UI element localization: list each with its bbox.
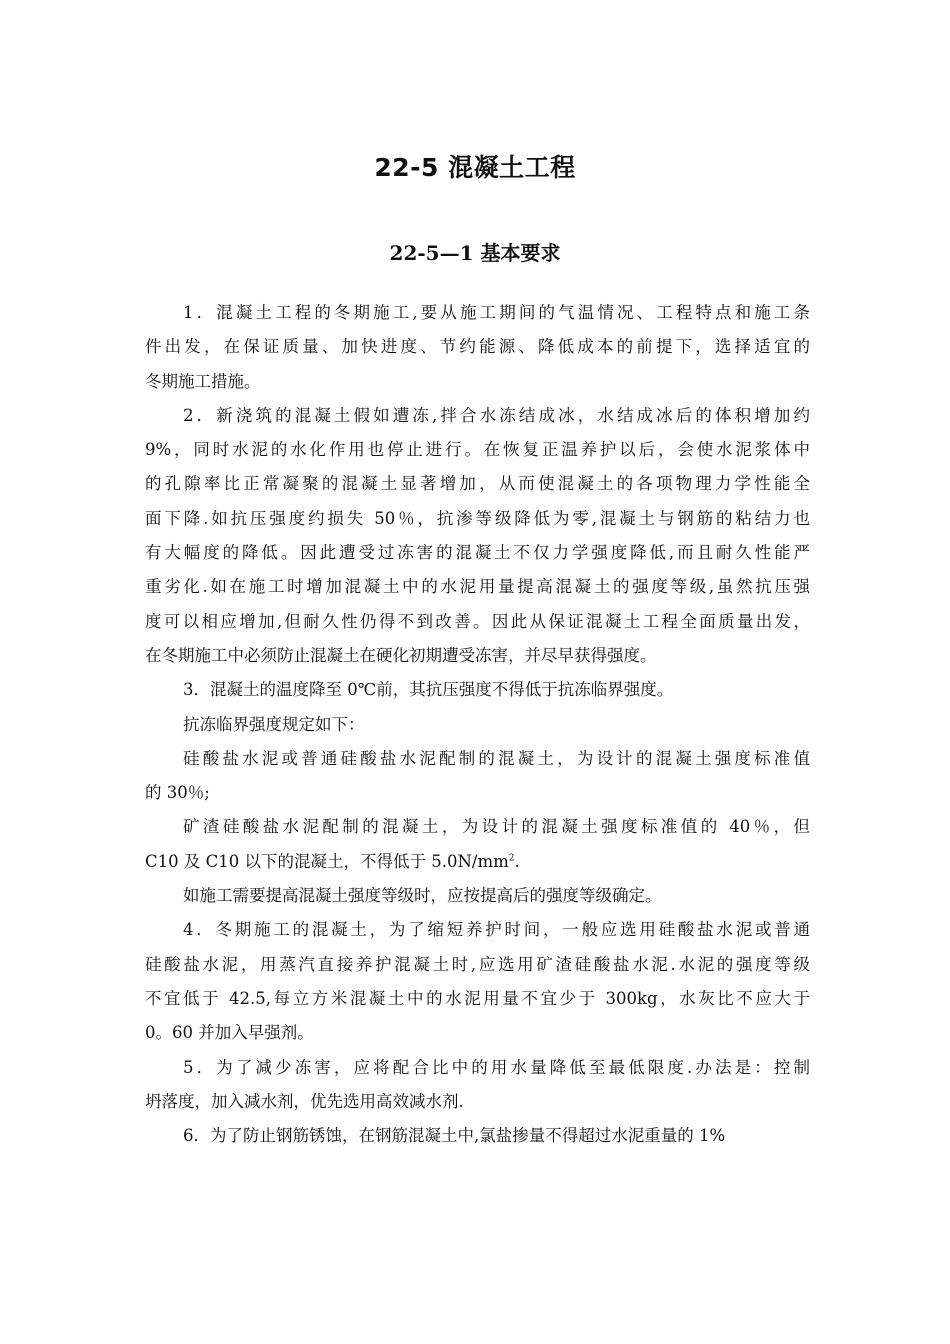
body-text <box>145 296 810 1153</box>
paragraph-5 <box>145 742 810 811</box>
text-line: 4．冬期施工的混凝土，为了缩短养护时间，一般应选用硅酸盐水泥或普通 <box>183 920 810 940</box>
text-line: 度可以相应增加,但耐久性仍得不到改善。因此从保证混凝土工程全面质量出发， <box>145 611 810 631</box>
paragraph-8 <box>145 913 810 1050</box>
text-fragment: C10 及 C10 以下的混凝土，不得低于 5.0N/mm <box>145 851 509 871</box>
document-title: 22-5 混凝土工程 <box>374 153 576 182</box>
text-line: 2．新浇筑的混凝土假如遭冻,拌合水冻结成冰，水结成冰后的体积增加约 <box>183 405 810 425</box>
paragraph-2 <box>145 399 810 673</box>
paragraph-1 <box>145 296 810 399</box>
text-line: 面下降.如抗压强度约损失 50％，抗渗等级降低为零,混凝土与钢筋的粘结力也 <box>145 508 810 528</box>
text-line: 的孔隙率比正常凝聚的混凝土显著增加，从而使混凝土的各项物理力学性能全 <box>145 474 810 494</box>
text-line: 矿渣硅酸盐水泥配制的混凝土，为设计的混凝土强度标准值的 40％，但 <box>183 817 810 837</box>
text-line: 6．为了防止钢筋锈蚀，在钢筋混凝土中,氯盐掺量不得超过水泥重量的 1% <box>183 1126 726 1146</box>
text-line: 重劣化.如在施工时增加混凝土中的水泥用量提高混凝土的强度等级,虽然抗压强 <box>145 577 810 597</box>
text-line: 1．混凝土工程的冬期施工,要从施工期间的气温情况、工程特点和施工条 <box>183 303 810 322</box>
paragraph-7 <box>145 879 810 913</box>
text-line: 坍落度，加入减水剂，优先选用高效减水剂. <box>145 1091 464 1111</box>
paragraph-9 <box>145 1051 810 1120</box>
text-line: 抗冻临界强度规定如下： <box>183 714 365 734</box>
text-line: 9%，同时水泥的水化作用也停止进行。在恢复正温养护以后，会使水泥浆体中 <box>145 440 810 460</box>
text-line-with-superscript <box>145 845 810 879</box>
paragraph-3 <box>145 673 810 707</box>
paragraph-10 <box>145 1119 810 1153</box>
paragraph-4 <box>145 708 810 742</box>
text-line: 在冬期施工中必须防止混凝土在硬化初期遭受冻害，并尽早获得强度。 <box>145 645 657 665</box>
text-line: 有大幅度的降低。因此遭受过冻害的混凝土不仅力学强度降低,而且耐久性能严 <box>145 543 810 563</box>
superscript: 2 <box>508 853 515 864</box>
text-fragment: . <box>514 851 520 871</box>
paragraph-6 <box>145 810 810 879</box>
text-line: 5．为了减少冻害，应将配合比中的用水量降低至最低限度.办法是：控制 <box>183 1057 810 1077</box>
text-line: 冬期施工措施。 <box>145 371 261 391</box>
text-line: 硅酸盐水泥，用蒸汽直接养护混凝土时,应选用矿渣硅酸盐水泥.水泥的强度等级 <box>145 954 810 974</box>
text-line: 不宜低于 42.5,每立方米混凝土中的水泥用量不宜少于 300kg，水灰比不应大于 <box>145 988 810 1008</box>
text-line: 0。60 并加入早强剂。 <box>145 1023 314 1043</box>
text-line: 的 30％; <box>145 783 210 803</box>
text-line: 如施工需要提高混凝土强度等级时，应按提高后的强度等级确定。 <box>183 886 662 906</box>
section-title: 22-5—1 基本要求 <box>389 241 561 265</box>
text-line: 硅酸盐水泥或普通硅酸盐水泥配制的混凝土，为设计的混凝土强度标准值 <box>183 748 810 768</box>
text-line: 3．混凝土的温度降至 0℃前，其抗压强度不得低于抗冻临界强度。 <box>183 680 674 700</box>
text-line: 件出发，在保证质量、加快进度、节约能源、降低成本的前提下，选择适宜的 <box>145 337 810 357</box>
